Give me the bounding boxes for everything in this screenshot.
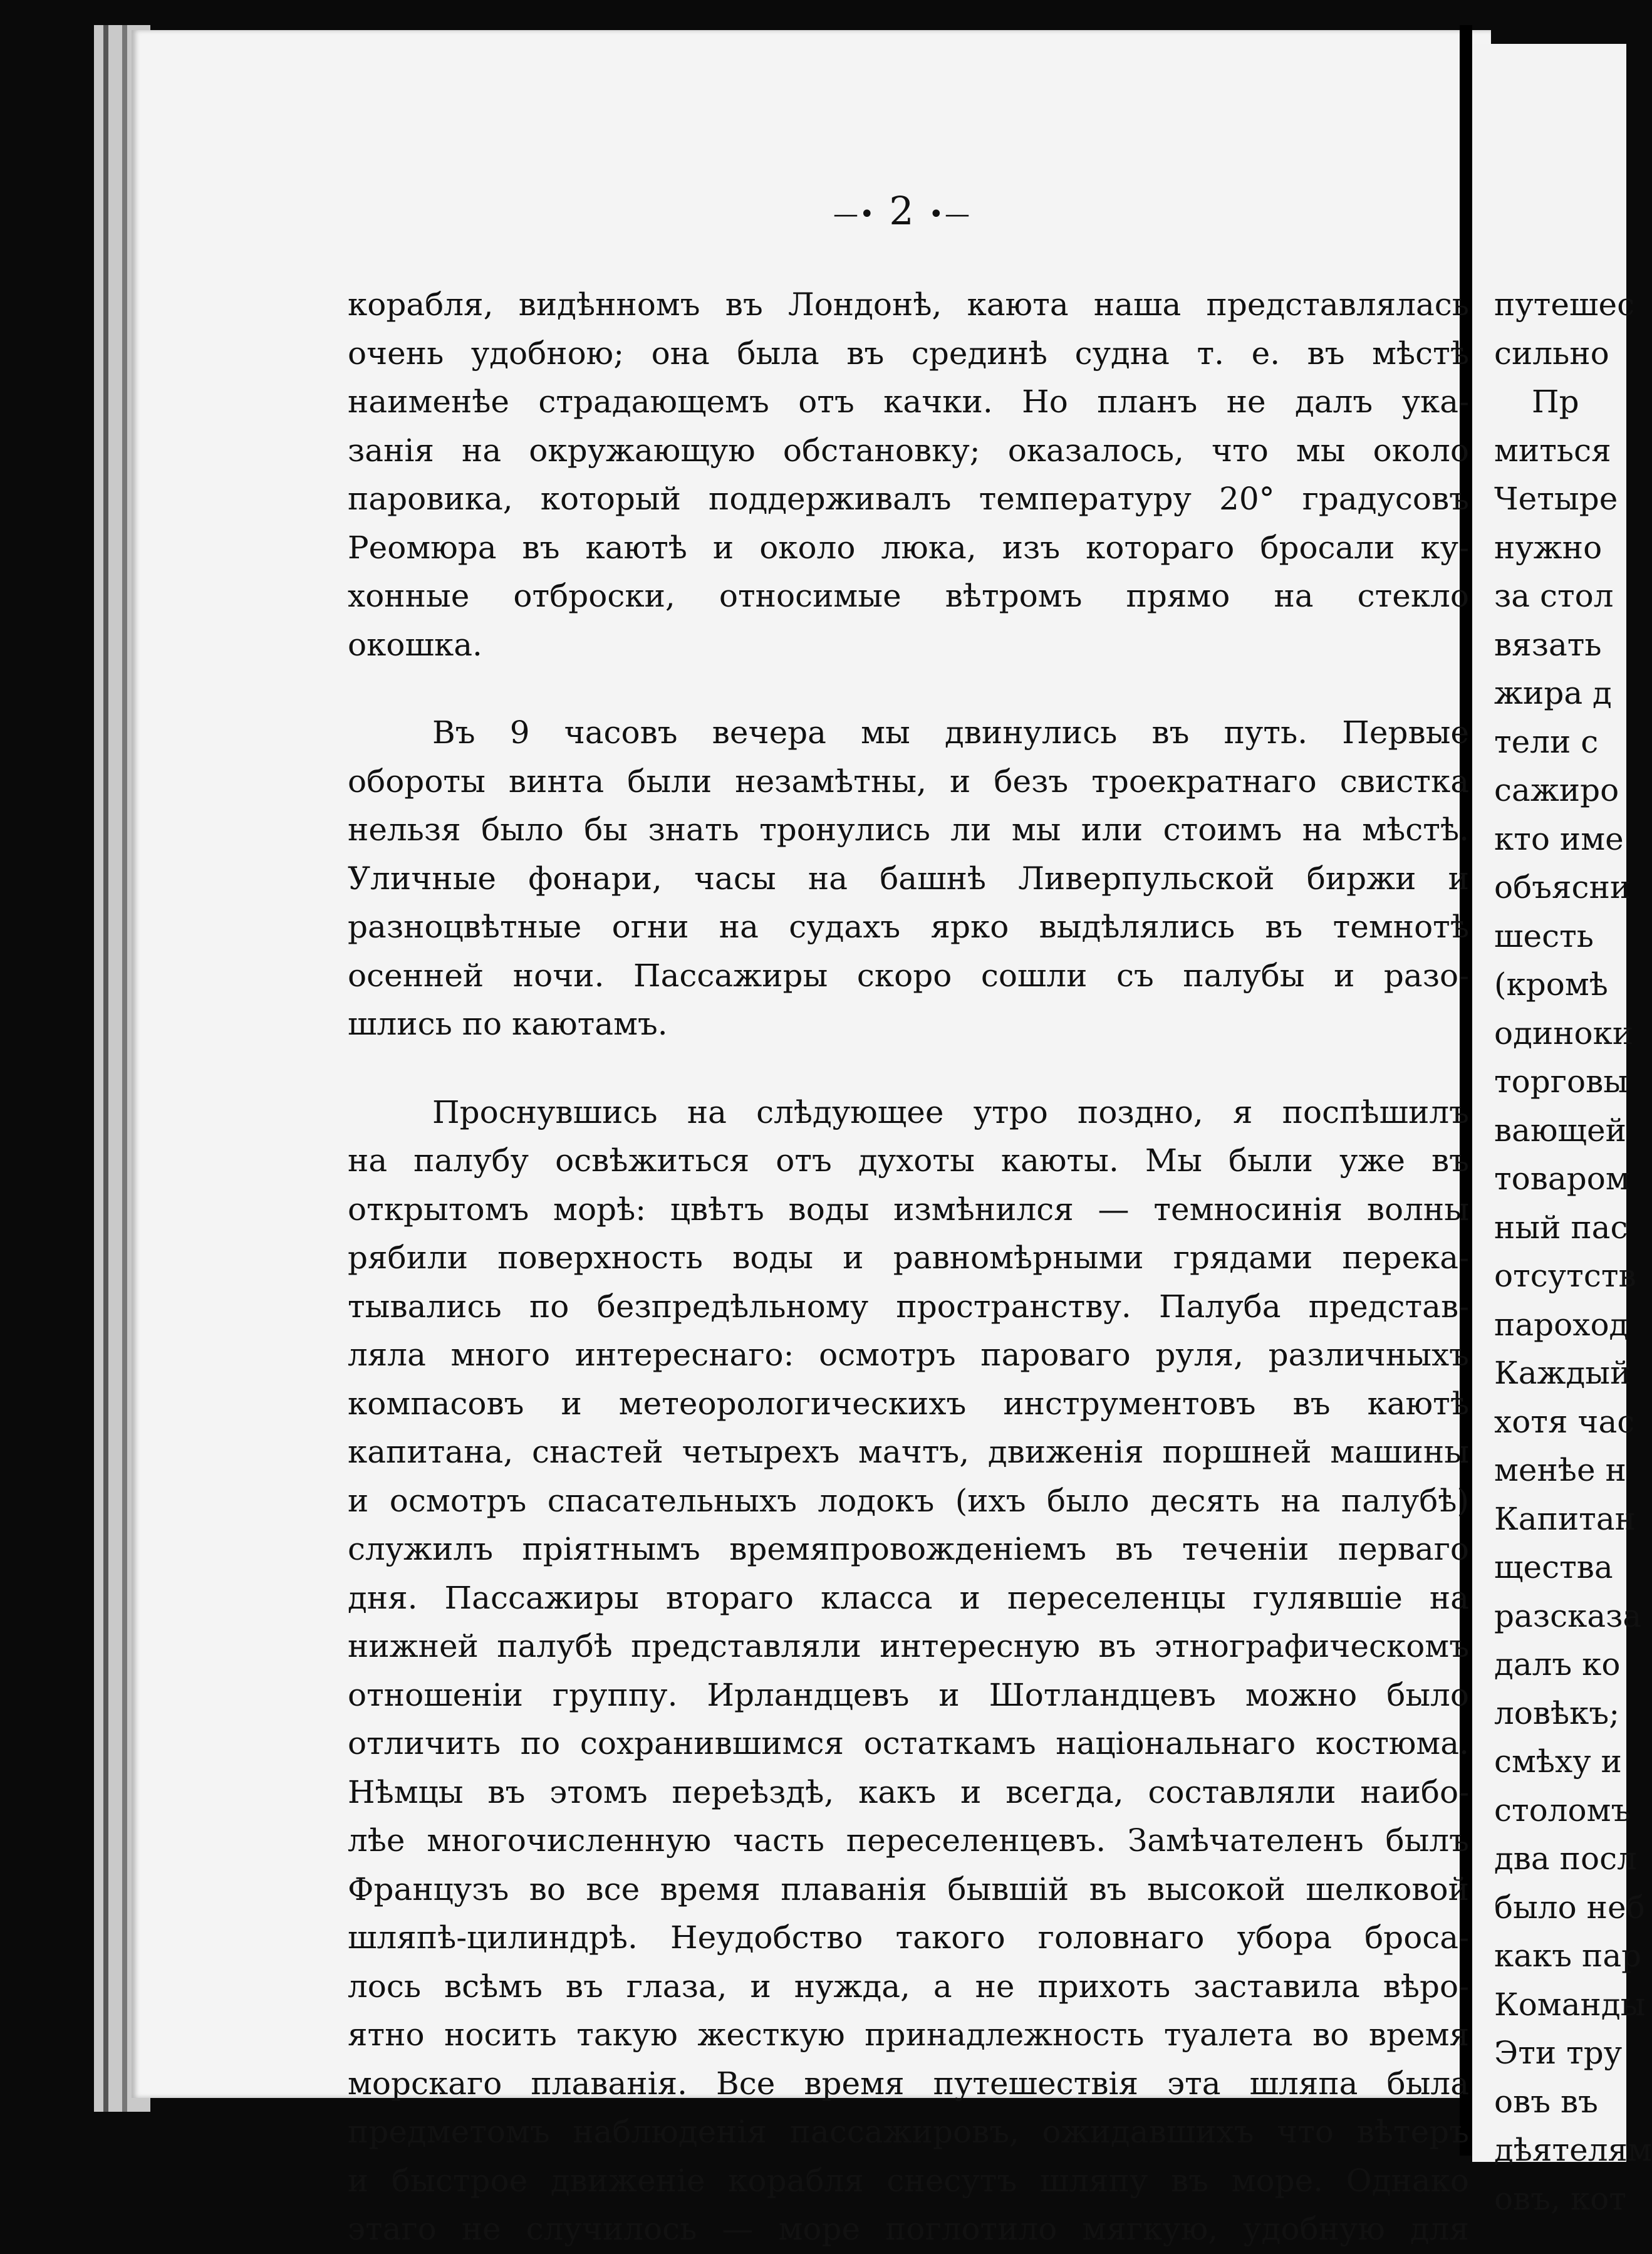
text-line: открытомъ морѣ: цвѣтъ воды измѣнился — темносинія волны [348, 1191, 1469, 1228]
text-line: Нѣмцы въ этомъ переѣздѣ, какъ и всегда, составляли наибо- [348, 1773, 1469, 1810]
text-line: и осмотръ спасательныхъ лодокъ (ихъ было десять на палубѣ) [348, 1482, 1469, 1519]
facing-text-line: за стол [1494, 578, 1614, 614]
text-line: корабля, видѣнномъ въ Лондонѣ, каюта наша представлялась [348, 286, 1469, 323]
facing-text-line: (кромѣ [1494, 966, 1608, 1003]
facing-text-line: Команды [1494, 1986, 1646, 2023]
facing-text-line: овъ въ [1494, 2083, 1598, 2120]
text-line: предметомъ наблюденія пассажировъ, ожидавшихъ что вѣтеръ [348, 2114, 1469, 2150]
text-line: наименѣе страдающемъ отъ качки. Но планъ не далъ ука- [348, 383, 1469, 420]
text-line: нельзя было бы знать тронулись ли мы или стоимъ на мѣстѣ. [348, 811, 1469, 848]
facing-text-line: разсказа [1494, 1597, 1642, 1634]
text-line: Уличные фонари, часы на башнѣ Ливерпульской биржи и [348, 860, 1469, 897]
text-line: дня. Пассажиры втораго класса и переселенцы гулявшіе на [348, 1579, 1469, 1616]
facing-text-line: дѣятелям [1494, 2132, 1652, 2168]
text-line: паровика, который поддерживалъ температуру 20° градусовъ [348, 481, 1469, 517]
facing-text-line: шесть [1494, 917, 1594, 954]
binding-strip [122, 25, 127, 2112]
facing-text-line: жира д [1494, 675, 1612, 711]
text-line: шлись по каютамъ. [348, 1006, 668, 1042]
facing-text-line: вающей [1494, 1112, 1626, 1149]
text-line: хонные отброски, относимые вѣтромъ прямо на стекло [348, 578, 1469, 614]
text-line: отличить по сохранившимся остаткамъ національнаго костюма. [348, 1725, 1469, 1761]
facing-text-line: два посл [1494, 1840, 1637, 1877]
facing-text-line: одиноки [1494, 1015, 1634, 1051]
text-line: ятно носить такую жесткую принадлежность туалета во время [348, 2017, 1469, 2053]
facing-text-line: щества [1494, 1549, 1613, 1585]
facing-text-line: кто име [1494, 820, 1624, 857]
text-line: служилъ пріятнымъ времяпровожденіемъ въ теченіи перваго [348, 1531, 1469, 1567]
facing-text-line: какъ пар [1494, 1938, 1642, 1974]
text-line: ляла много интереснаго: осмотръ пароваго руля, различныхъ [348, 1337, 1469, 1373]
facing-page-text [1494, 281, 1652, 2223]
binding-strip [103, 25, 108, 2112]
text-line: лось всѣмъ въ глаза, и нужда, а не прихоть заставила вѣро- [348, 1968, 1469, 2005]
facing-text-line: далъ ко [1494, 1646, 1621, 1683]
ornament-right: •— [928, 199, 972, 229]
text-line: лѣе многочисленную часть переселенцевъ. Замѣчателенъ былъ [348, 1822, 1469, 1859]
text-line: этаго не случилось — море поглотило мягкую, удобную для [348, 2211, 1469, 2247]
text-line: занія на окружающую обстановку; оказалось, что мы около [348, 432, 1469, 469]
text-line: и быстрое движеніе корабля снесутъ шляпу въ море. Однако [348, 2162, 1469, 2199]
facing-text-line: пароход [1494, 1306, 1629, 1343]
page-number-header [777, 188, 1027, 234]
text-line: морскаго плаванія. Все время путешествія эта шляпа была [348, 2065, 1469, 2102]
main-text [348, 281, 1469, 2254]
text-line: очень удобною; она была въ срединѣ судна т. е. въ мѣстѣ [348, 335, 1469, 372]
text-line: осенней ночи. Пассажиры скоро сошли съ палубы и разо- [348, 957, 1469, 994]
facing-text-line: ловѣкъ; [1494, 1694, 1620, 1731]
facing-text-line: торговы [1494, 1063, 1629, 1100]
facing-text-line: смѣху и [1494, 1743, 1622, 1780]
facing-text-line: нужно [1494, 529, 1603, 566]
facing-text-line: товаром [1494, 1161, 1630, 1197]
text-line: окошка. [348, 626, 482, 663]
text-line: Французъ во все время плаванія бывшій въ высокой шелковой [348, 1871, 1469, 1907]
text-line: обороты винта были незамѣтны, и безъ троекратнаго свистка [348, 763, 1469, 800]
facing-text-line: Эти тру [1494, 2035, 1623, 2071]
facing-text-line: хотя час [1494, 1403, 1635, 1440]
text-line: разноцвѣтные огни на судахъ ярко выдѣлялись въ темнотѣ [348, 909, 1469, 945]
text-line: нижней палубѣ представляли интересную въ этнографическомъ [348, 1628, 1469, 1664]
text-line: на палубу освѣжиться отъ духоты каюты. Мы были уже въ [348, 1142, 1469, 1179]
paragraph-gap [348, 669, 1469, 709]
facing-text-line: ный пас [1494, 1209, 1628, 1246]
facing-text-line: было неб [1494, 1889, 1645, 1926]
facing-text-line: менѣе н [1494, 1452, 1626, 1488]
facing-text-line: путешес [1494, 286, 1635, 323]
text-line: компасовъ и метеорологическихъ инструментовъ въ каютѣ [348, 1385, 1469, 1422]
paragraph-gap [348, 1049, 1469, 1088]
facing-text-line: сажиро [1494, 772, 1619, 808]
facing-text-line: сильно [1494, 335, 1609, 372]
text-line: тывались по безпредѣльному пространству. Палуба представ- [348, 1288, 1469, 1325]
facing-text-line: вязать [1494, 626, 1602, 663]
text-line: Реомюра въ каютѣ и около люка, изъ котораго бросали ку- [348, 529, 1469, 566]
facing-text-line: миться [1494, 432, 1611, 469]
text-line: капитана, снастей четырехъ мачтъ, движенія поршней машины [348, 1434, 1469, 1470]
facing-text-line: объясни [1494, 869, 1631, 905]
facing-text-line: Капитан [1494, 1500, 1636, 1537]
ornament-left: —• [833, 199, 876, 229]
facing-text-line: Пр [1532, 383, 1579, 420]
facing-text-line: отсутств [1494, 1258, 1636, 1294]
text-line: Въ 9 часовъ вечера мы двинулись въ путь. Первые [432, 714, 1469, 751]
text-line: рябили поверхность воды и равномѣрными грядами перека- [348, 1239, 1469, 1276]
facing-text-line: Каждый [1494, 1355, 1631, 1391]
text-line: отношеніи группу. Ирландцевъ и Шотландцевъ можно было [348, 1676, 1469, 1713]
facing-text-line: столомъ [1494, 1792, 1631, 1829]
text-line: шляпѣ-цилиндрѣ. Неудобство такого головнаго убора броса- [348, 1919, 1469, 1956]
page-number: 2 [889, 188, 915, 234]
facing-text-line: тели с [1494, 723, 1599, 760]
facing-text-line: Четыре [1494, 481, 1618, 517]
facing-text-line: овъ, кот [1494, 2180, 1626, 2217]
text-line: Проснувшись на слѣдующее утро поздно, я поспѣшилъ [432, 1093, 1469, 1130]
